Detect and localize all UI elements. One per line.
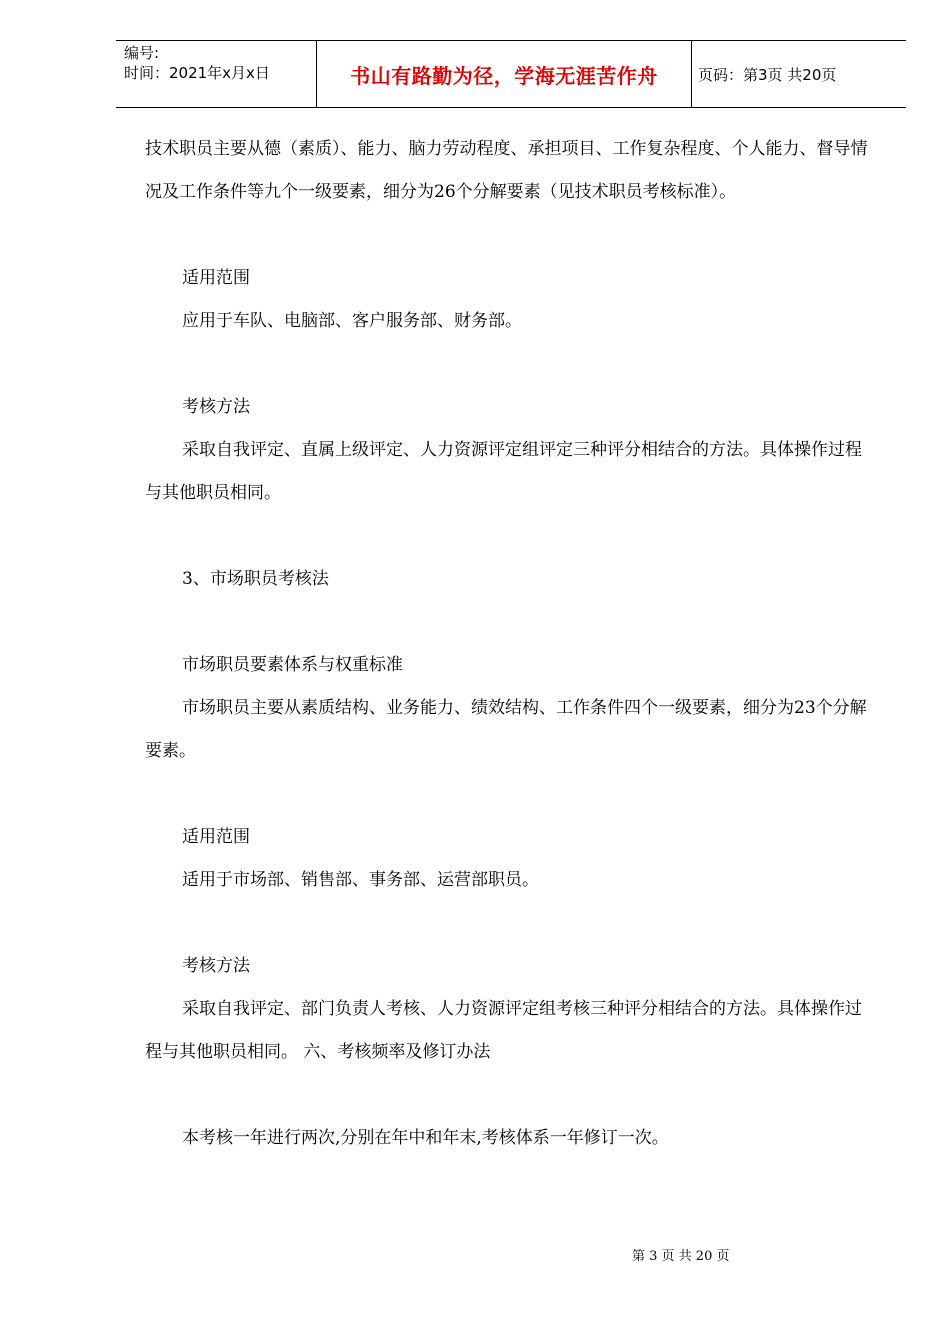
paragraph-frequency: 本考核一年进行两次,分别在年中和年末,考核体系一年修订一次。 [182, 1128, 669, 1148]
paragraph-market-elements: 市场职员主要从素质结构、业务能力、绩效结构、工作条件四个一级要素，细分为23个分解要素。 [145, 698, 867, 761]
heading-method-1: 考核方法 [182, 397, 250, 417]
document-time: 时间：2021年x月x日 [124, 64, 270, 82]
header-left [124, 43, 270, 83]
paragraph-method-2: 采取自我评定、部门负责人考核、人力资源评定组考核三种评分相结合的方法。具体操作过程与其他职员相同。 六、考核频率及修订办法 [145, 999, 862, 1062]
heading-method-2: 考核方法 [182, 956, 250, 976]
paragraph-scope-1: 应用于车队、电脑部、客户服务部、财务部。 [182, 311, 522, 331]
heading-scope-2: 适用范围 [182, 827, 250, 847]
document-number-label: 编号: [124, 44, 160, 62]
heading-scope-1: 适用范围 [182, 268, 250, 288]
header-motto: 书山有路勤为径，学海无涯苦作舟 [316, 41, 692, 107]
heading-market-staff: 3、市场职员考核法 [182, 569, 329, 589]
paragraph-scope-2: 适用于市场部、销售部、事务部、运营部职员。 [182, 870, 539, 890]
header-page-info: 页码：第3页 共20页 [698, 66, 837, 84]
page-header [116, 40, 906, 108]
paragraph-method-1: 采取自我评定、直属上级评定、人力资源评定组评定三种评分相结合的方法。具体操作过程与其他职员相同。 [145, 440, 862, 503]
document-body [145, 128, 875, 1160]
paragraph-technical-staff: 技术职员主要从德（素质）、能力、脑力劳动程度、承担项目、工作复杂程度、个人能力、督导情况及工作条件等九个一级要素，细分为26个分解要素（见技术职员考核标准）。 [145, 139, 868, 202]
page-footer: 第 3 页 共 20 页 [632, 1249, 730, 1264]
heading-market-elements: 市场职员要素体系与权重标准 [182, 655, 403, 675]
